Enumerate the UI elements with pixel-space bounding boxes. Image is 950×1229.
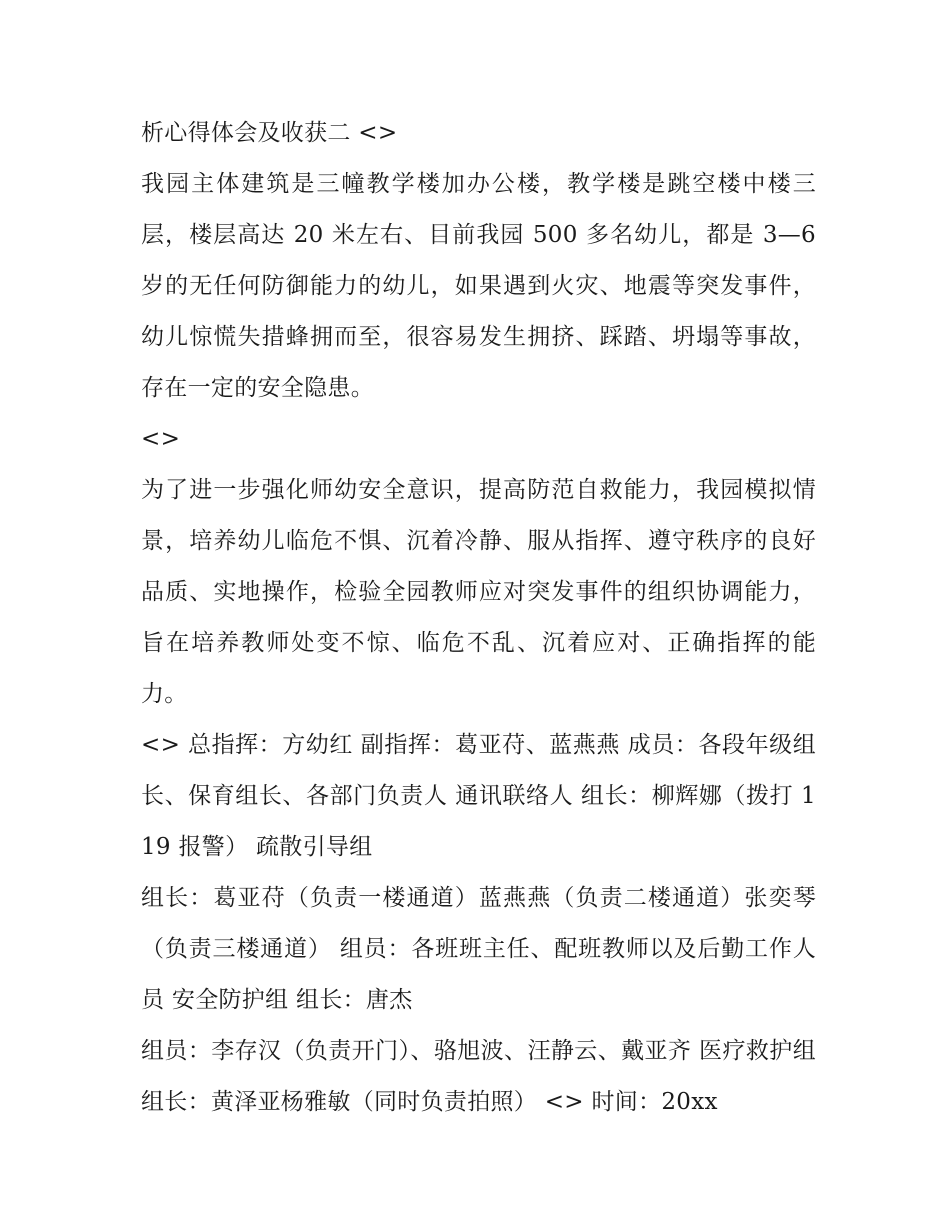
- paragraph-separator: <>: [141, 426, 181, 452]
- paragraph-medical-group: 组员：李存汉（负责开门）、骆旭波、汪静云、戴亚齐 医疗救护组 组长：黄泽亚杨雅敏（同时负责拍照） <> 时间：20xx: [141, 1038, 816, 1115]
- paragraph-building-description: 我园主体建筑是三幢教学楼加办公楼，教学楼是跳空楼中楼三层，楼层高达 20 米左右、目前我园 500 多名幼儿，都是 3—6 岁的无任何防御能力的幼儿，如果遇到火灾、地震等突发事件，幼儿惊慌失措蜂拥而至，很容易发生拥挤、踩踏、坍塌等事故，存在一定的安全隐患。: [141, 171, 816, 401]
- paragraph-command-structure: <> 总指挥：方幼红 副指挥：葛亚苻、蓝燕燕 成员：各段年级组长、保育组长、各部门负责人 通讯联络人 组长：柳辉娜（拨打 119 报警） 疏散引导组: [141, 732, 816, 860]
- document-body: [141, 108, 816, 1128]
- paragraph-title: 析心得体会及收获二 <>: [141, 120, 398, 146]
- paragraph-evacuation-group: 组长：葛亚苻（负责一楼通道）蓝燕燕（负责二楼通道）张奕琴（负责三楼通道） 组员：各班班主任、配班教师以及后勤工作人员 安全防护组 组长：唐杰: [141, 885, 816, 1013]
- paragraph-purpose: 为了进一步强化师幼安全意识，提高防范自救能力，我园模拟情景，培养幼儿临危不惧、沉着冷静、服从指挥、遵守秩序的良好品质、实地操作，检验全园教师应对突发事件的组织协调能力，旨在培养教师处变不惊、临危不乱、沉着应对、正确指挥的能力。: [141, 477, 816, 707]
